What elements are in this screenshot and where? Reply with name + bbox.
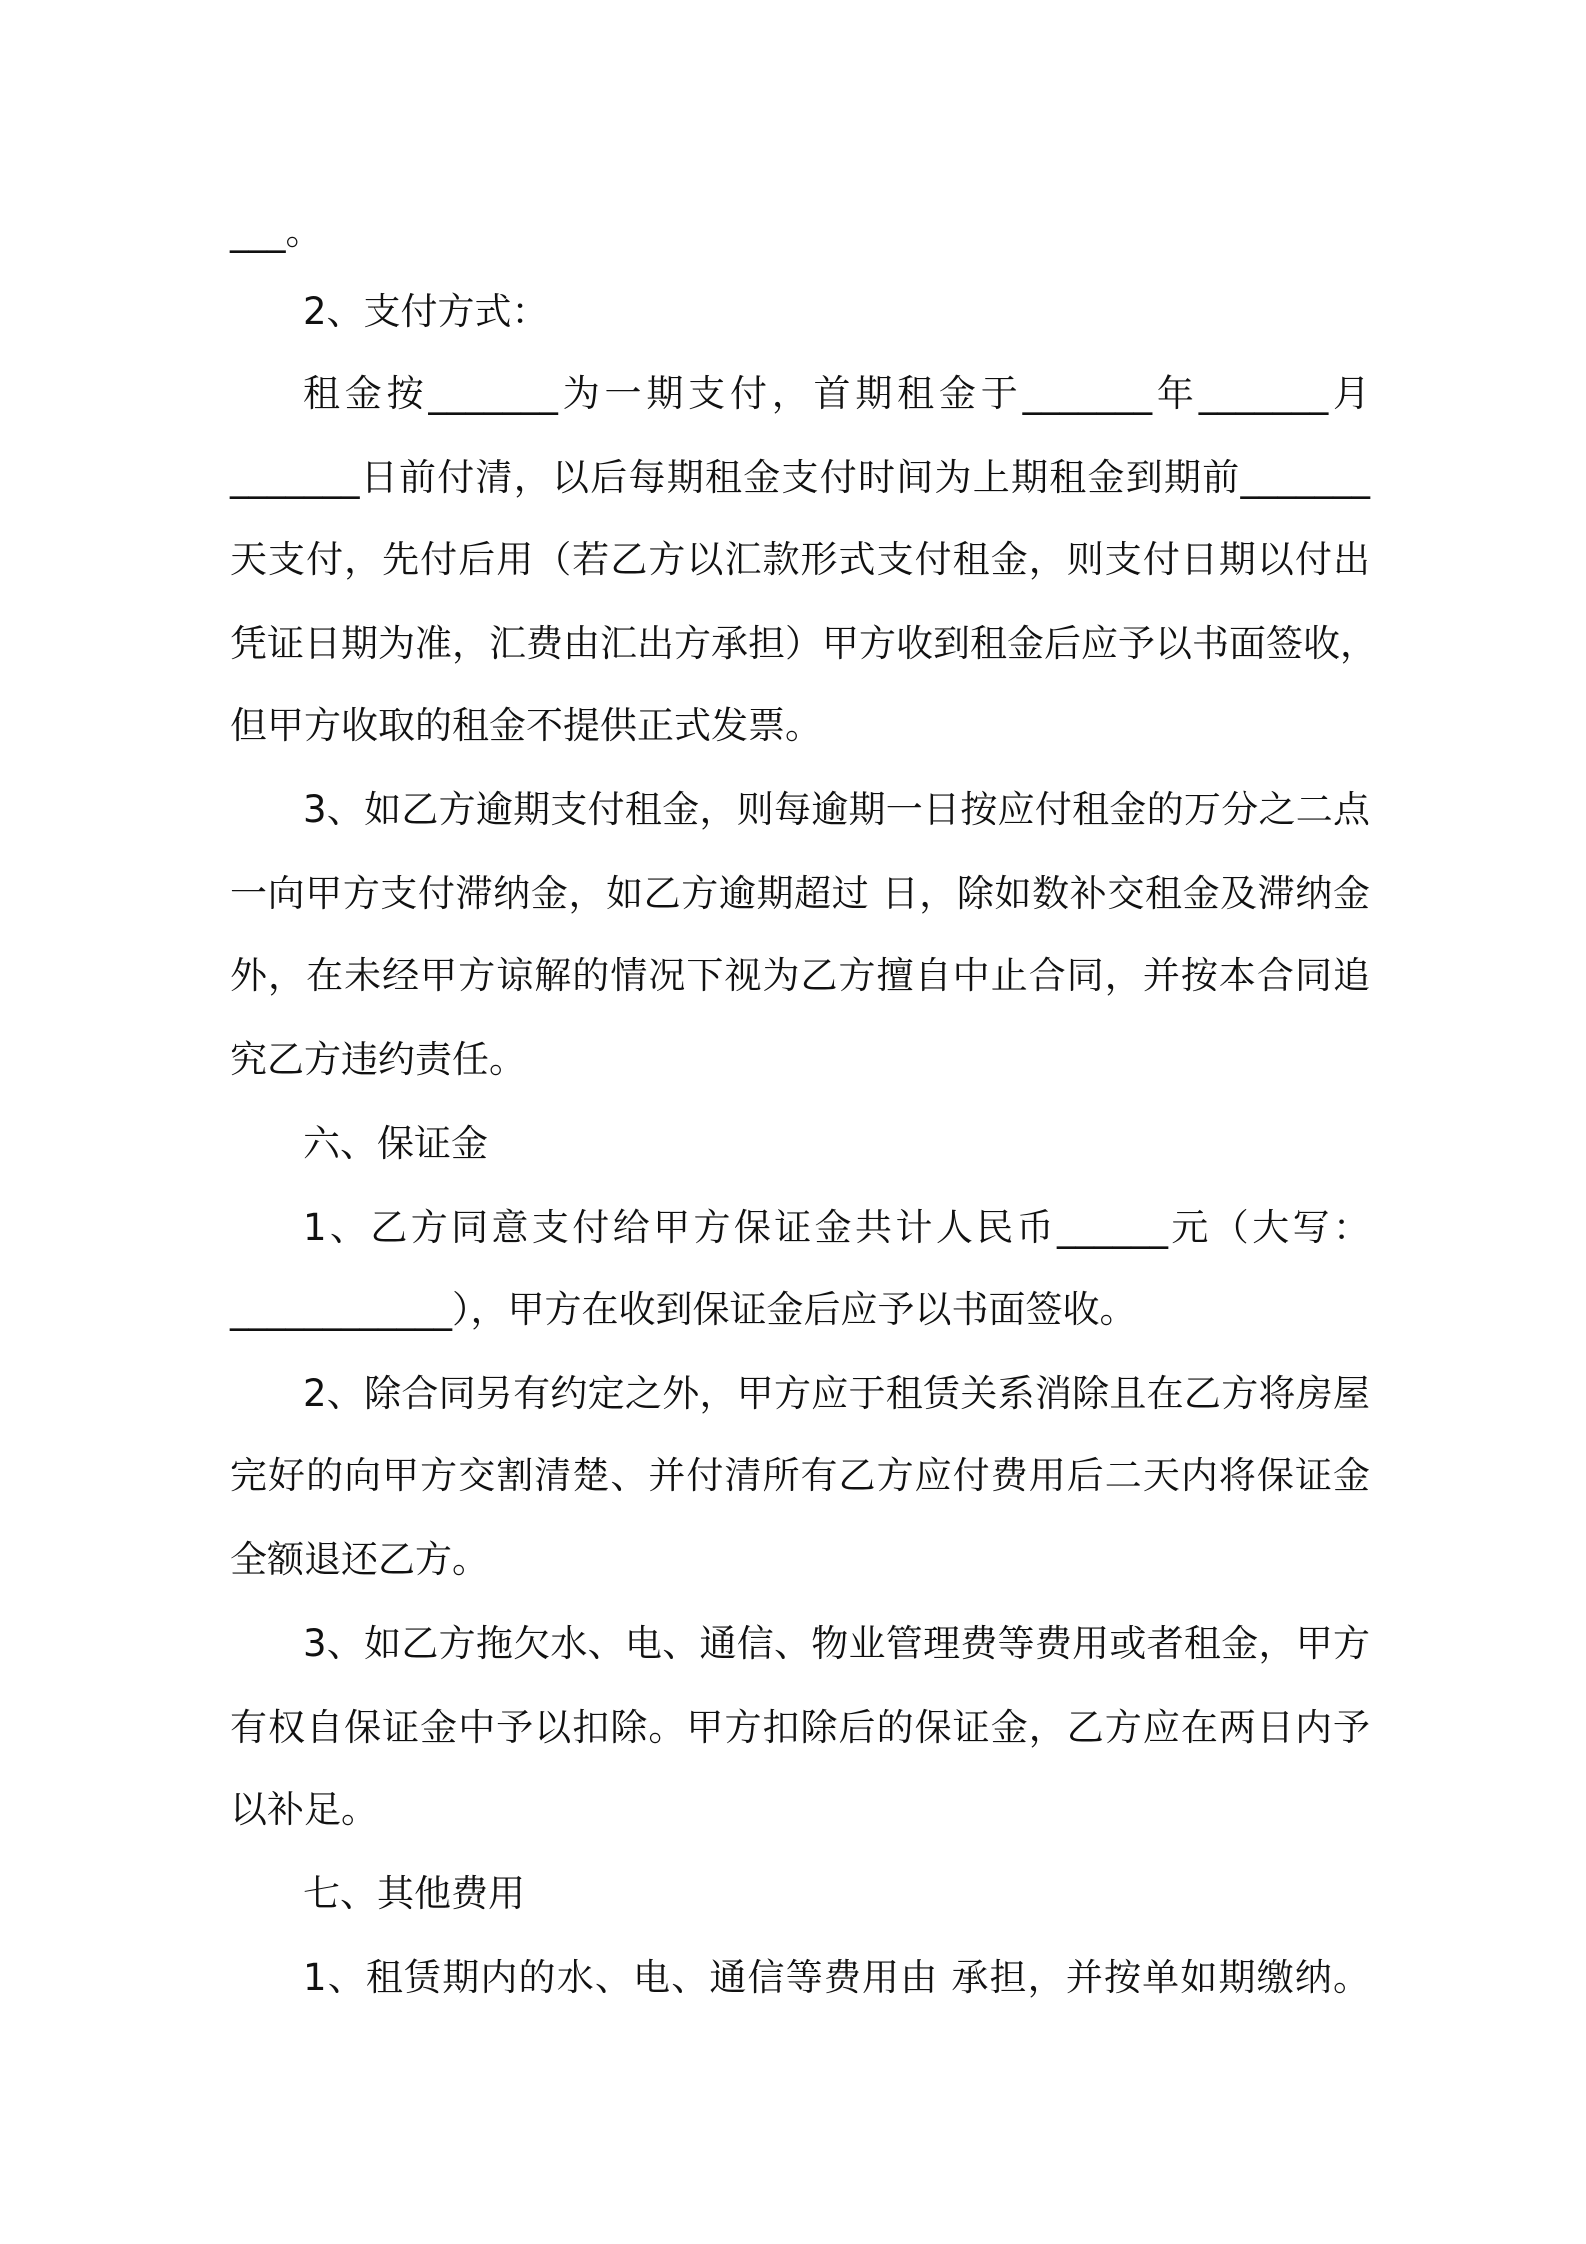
text-line: ____________），甲方在收到保证金后应予以书面签收。 [230, 1288, 1137, 1331]
text-line: 2、除合同另有约定之外，甲方应于租赁关系消除且在乙方将房屋 [303, 1372, 1370, 1415]
text-line: ___。 [230, 210, 323, 253]
text-line: 究乙方违约责任。 [230, 1038, 526, 1081]
text-line: 有权自保证金中予以扣除。甲方扣除后的保证金，乙方应在两日内予 [230, 1706, 1370, 1749]
text-line: 以补足。 [230, 1788, 378, 1831]
text-line: 全额退还乙方。 [230, 1538, 489, 1581]
text-line: 3、如乙方拖欠水、电、通信、物业管理费等费用或者租金，甲方 [303, 1622, 1370, 1665]
text-line: 租金按_______为一期支付，首期租金于_______年_______月 [303, 372, 1370, 415]
section-heading: 2、支付方式： [303, 290, 549, 333]
text-line: 天支付，先付后用（若乙方以汇款形式支付租金，则支付日期以付出 [230, 538, 1370, 581]
text-line: 外，在未经甲方谅解的情况下视为乙方擅自中止合同，并按本合同追 [230, 954, 1370, 997]
text-line: 一向甲方支付滞纳金，如乙方逾期超过 日，除如数补交租金及滞纳金 [230, 872, 1370, 915]
text-line: _______日前付清，以后每期租金支付时间为上期租金到期前_______ [230, 456, 1370, 499]
text-line: 3、如乙方逾期支付租金，则每逾期一日按应付租金的万分之二点 [303, 788, 1370, 831]
text-line: 但甲方收取的租金不提供正式发票。 [230, 704, 822, 747]
section-heading: 六、保证金 [303, 1122, 488, 1165]
text-line: 1、乙方同意支付给甲方保证金共计人民币______元（大写： [303, 1206, 1370, 1249]
text-line: 完好的向甲方交割清楚、并付清所有乙方应付费用后二天内将保证金 [230, 1454, 1370, 1497]
section-heading: 七、其他费用 [303, 1872, 525, 1915]
text-line: 凭证日期为准，汇费由汇出方承担）甲方收到租金后应予以书面签收， [230, 622, 1377, 665]
text-line: 1、租赁期内的水、电、通信等费用由 承担，并按单如期缴纳。 [303, 1956, 1370, 1999]
